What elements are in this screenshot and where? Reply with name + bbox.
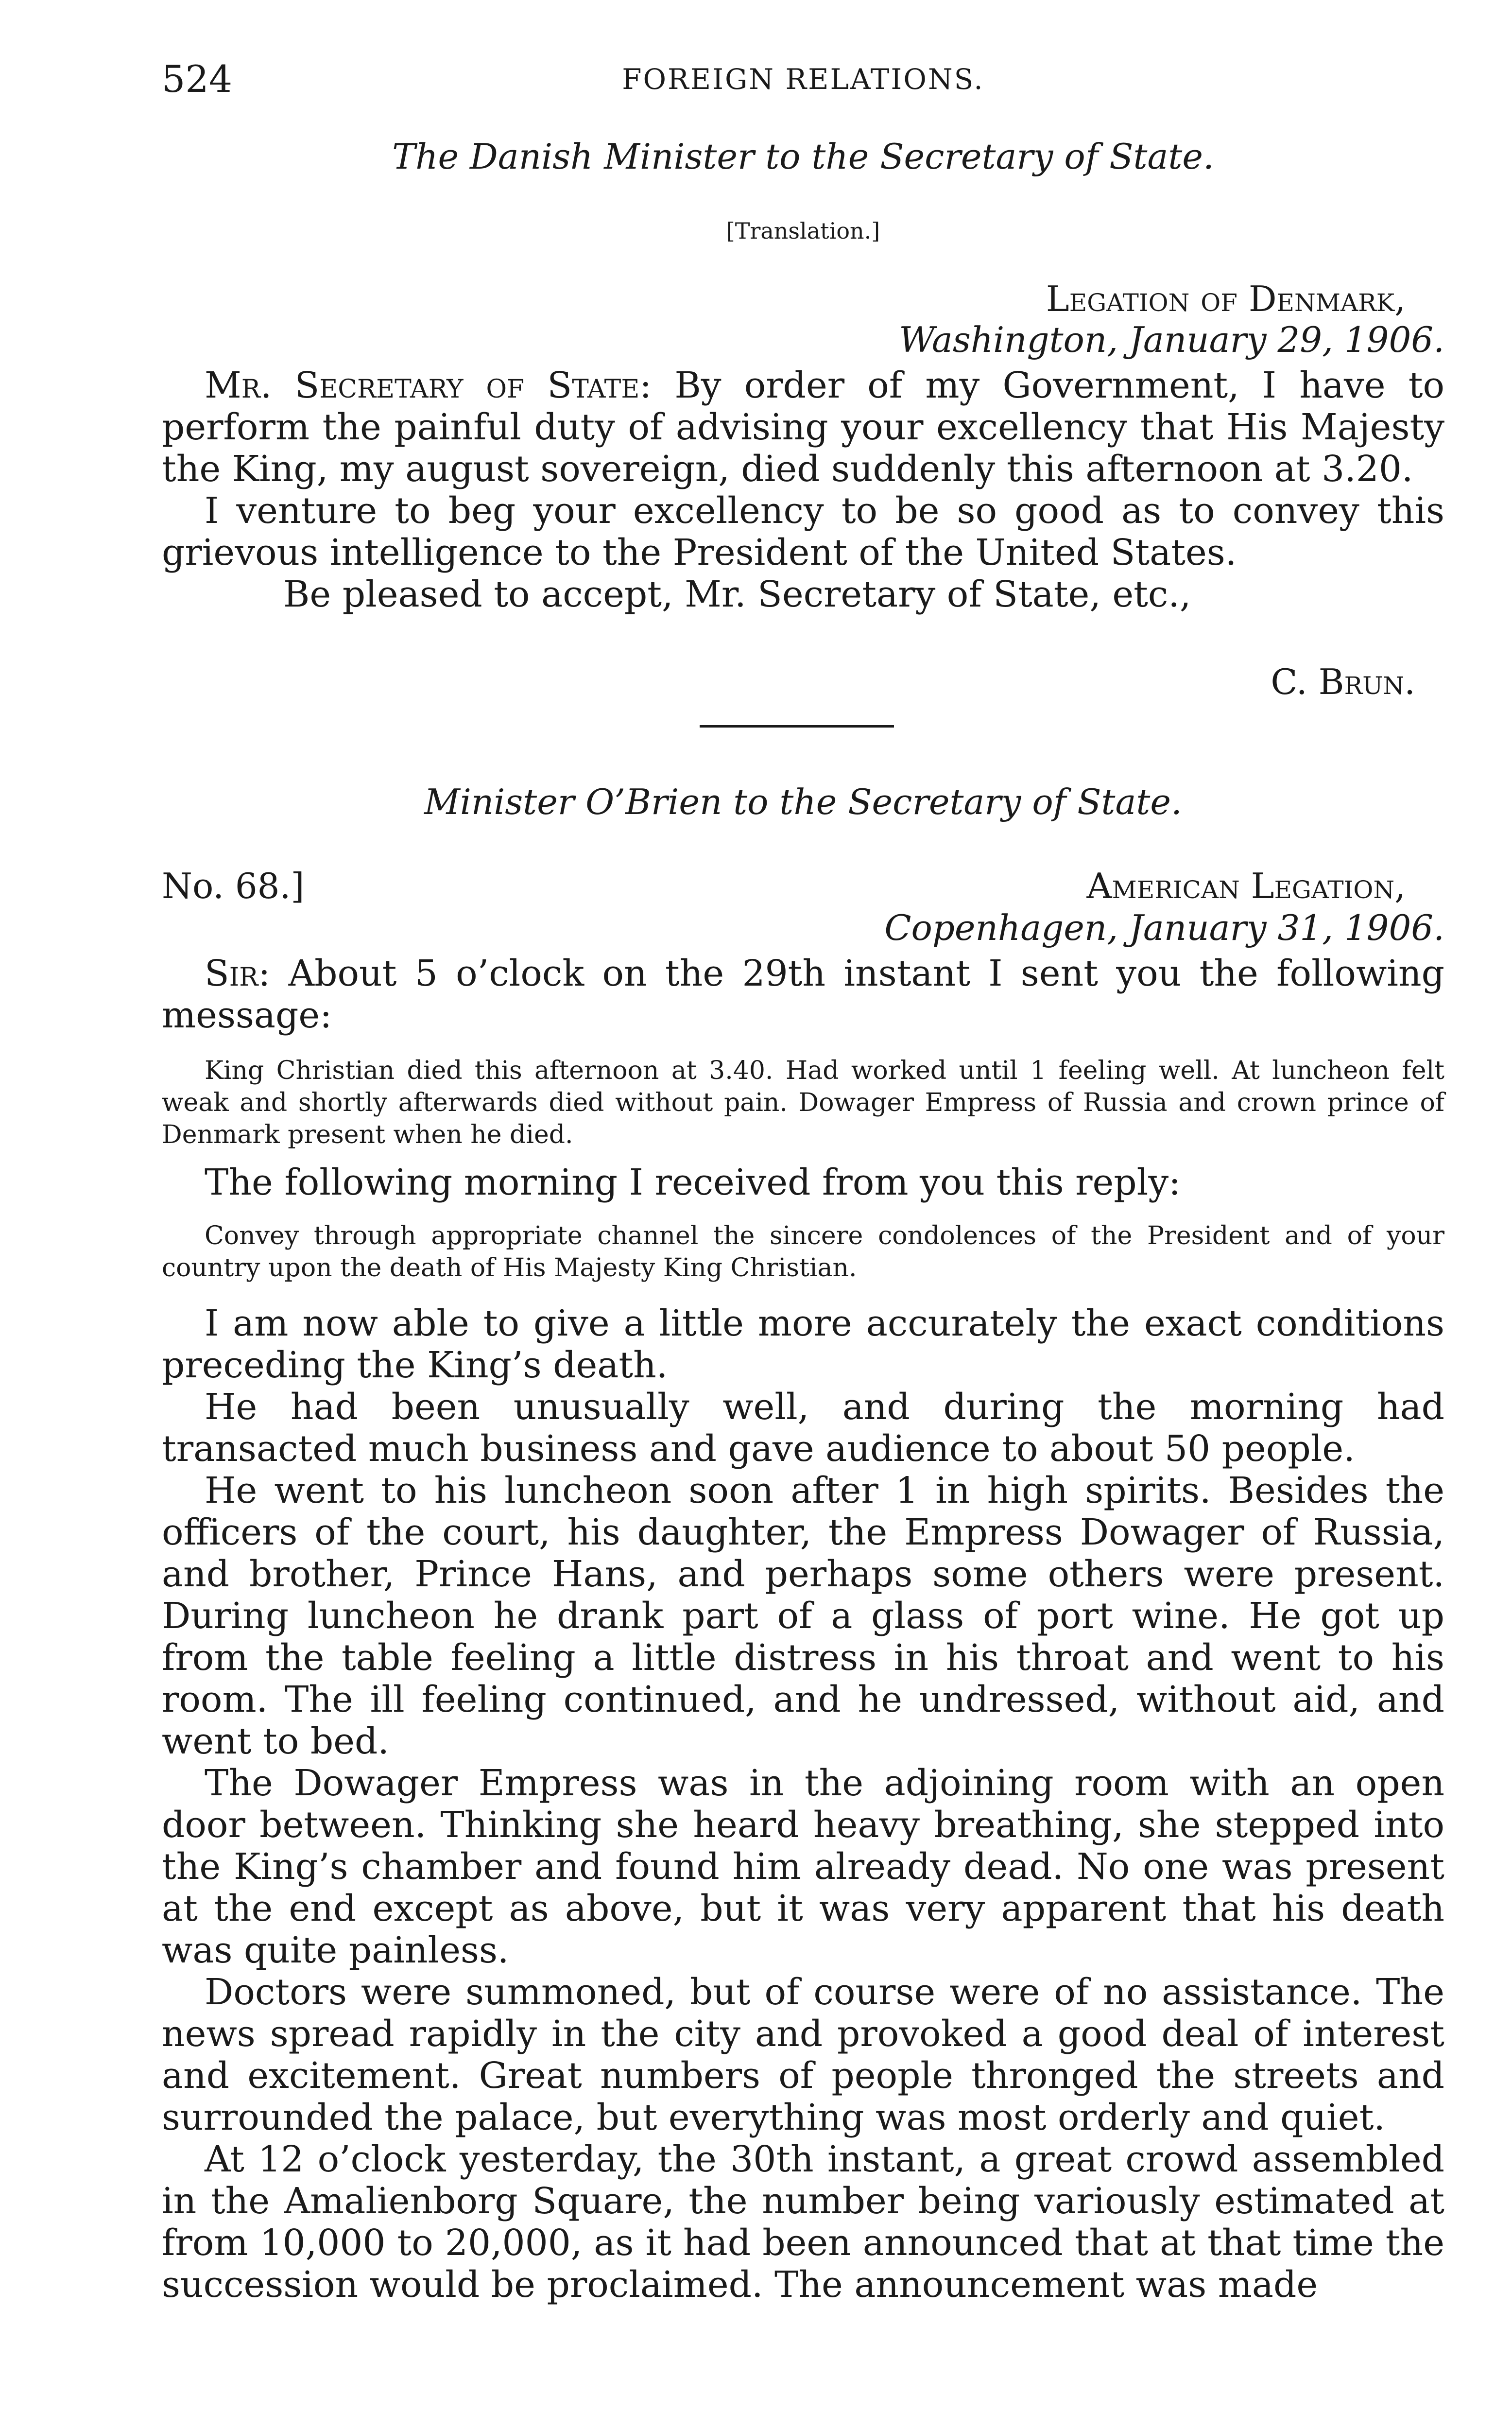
reply-intro-block [162, 1162, 1444, 1203]
letter1-heading-block [162, 132, 1444, 181]
letter1-paragraph-1-text: By order of my Government, I have to perform the painful duty of advising your excellency that His Majesty the King, my august sovereign, died suddenly this afternoon at 3.20. [162, 364, 1444, 490]
page-number: 524 [162, 57, 233, 101]
running-title: FOREIGN RELATIONS. [622, 63, 984, 96]
letter1-paragraph-2: I venture to beg your excellency to be so good as to convey this grievous intelligence to the President of the United States. [162, 490, 1444, 573]
section-divider [700, 725, 894, 728]
despatch-number: No. 68.] [162, 866, 305, 906]
letter1-signature: C. Brun. [1271, 661, 1415, 702]
telegram-reply [162, 1220, 1444, 1284]
telegram-reply-text: Convey through appropriate channel the sincere condolences of the President and of your country upon the death of His Majesty King Christian. [162, 1221, 1444, 1283]
letter2-paragraph-5: Doctors were summoned, but of course were of no assistance. The news spread rapidly in the city and provoked a good deal of interest and excitement. Great numbers of people thronged the streets and surrounded the palace, but everything was most orderly and quiet. [162, 1971, 1444, 2138]
letter2-paragraph-4: The Dowager Empress was in the adjoining room with an open door between. Thinking she heard heavy breathing, she stepped into the King’s chamber and found him already dead. No one was present at the end except as above, but it was very apparent that his death was quite painless. [162, 1762, 1444, 1971]
running-head [162, 52, 1444, 106]
letter1-date-line: Washington, January 29, 1906. [899, 319, 1444, 360]
letter2-salutation: Sir: [205, 953, 271, 994]
letter2-date-line: Copenhagen, January 31, 1906. [884, 907, 1444, 948]
telegram-message [162, 1055, 1444, 1151]
translation-note: [Translation.] [726, 218, 880, 244]
letter1-heading: The Danish Minister to the Secretary of State. [392, 136, 1214, 177]
letter1-place: Legation of Denmark, [1046, 278, 1406, 319]
letter2-heading: Minister O’Brien to the Secretary of State. [424, 781, 1182, 822]
letter2-intro-text: About 5 o’clock on the 29th instant I sent you the following message: [162, 953, 1444, 1036]
letter2-paragraph-3: He went to his luncheon soon after 1 in high spirits. Besides the officers of the court, his daughter, the Empress Dowager of Russia, and brother, Prince Hans, and perhaps some others were present. During luncheon he drank part of a glass of port wine. He got up from the table feeling a little distress in his throat and went to his room. The ill feeling continued, and he undressed, without aid, and went to bed. [162, 1470, 1444, 1762]
letter2-place: American Legation, [1086, 866, 1406, 906]
letter2-header-line [162, 865, 1444, 907]
letter2-intro [162, 953, 1444, 1036]
letter2-heading-block [162, 778, 1444, 826]
telegram-message-text: King Christian died this afternoon at 3.40. Had worked until 1 feeling well. At luncheon felt weak and shortly afterwards died without pain. Dowager Empress of Russia and crown prince of Denmark present when he died. [162, 1056, 1444, 1149]
letter2-paragraph-6: At 12 o’clock yesterday, the 30th instant, a great crowd assembled in the Amalienborg Square, the number being variously estimated at from 10,000 to 20,000, as it had been announced that at that time the succession would be proclaimed. The announcement was made [162, 2138, 1444, 2306]
letter1-body [162, 364, 1444, 615]
letter2-paragraph-1: I am now able to give a little more accurately the exact conditions preceding the King’s death. [162, 1302, 1444, 1386]
letter1-salutation: Mr. Secretary of State: [205, 364, 652, 406]
letter1-paragraph-3: Be pleased to accept, Mr. Secretary of State, etc., [283, 573, 1191, 615]
reply-intro: The following morning I received from you this reply: [205, 1162, 1181, 1203]
letter1-paragraph-1 [162, 364, 1444, 490]
letter2-paragraph-2: He had been unusually well, and during the morning had transacted much business and gave audience to about 50 people. [162, 1386, 1444, 1470]
letter2-body [162, 1302, 1444, 2306]
